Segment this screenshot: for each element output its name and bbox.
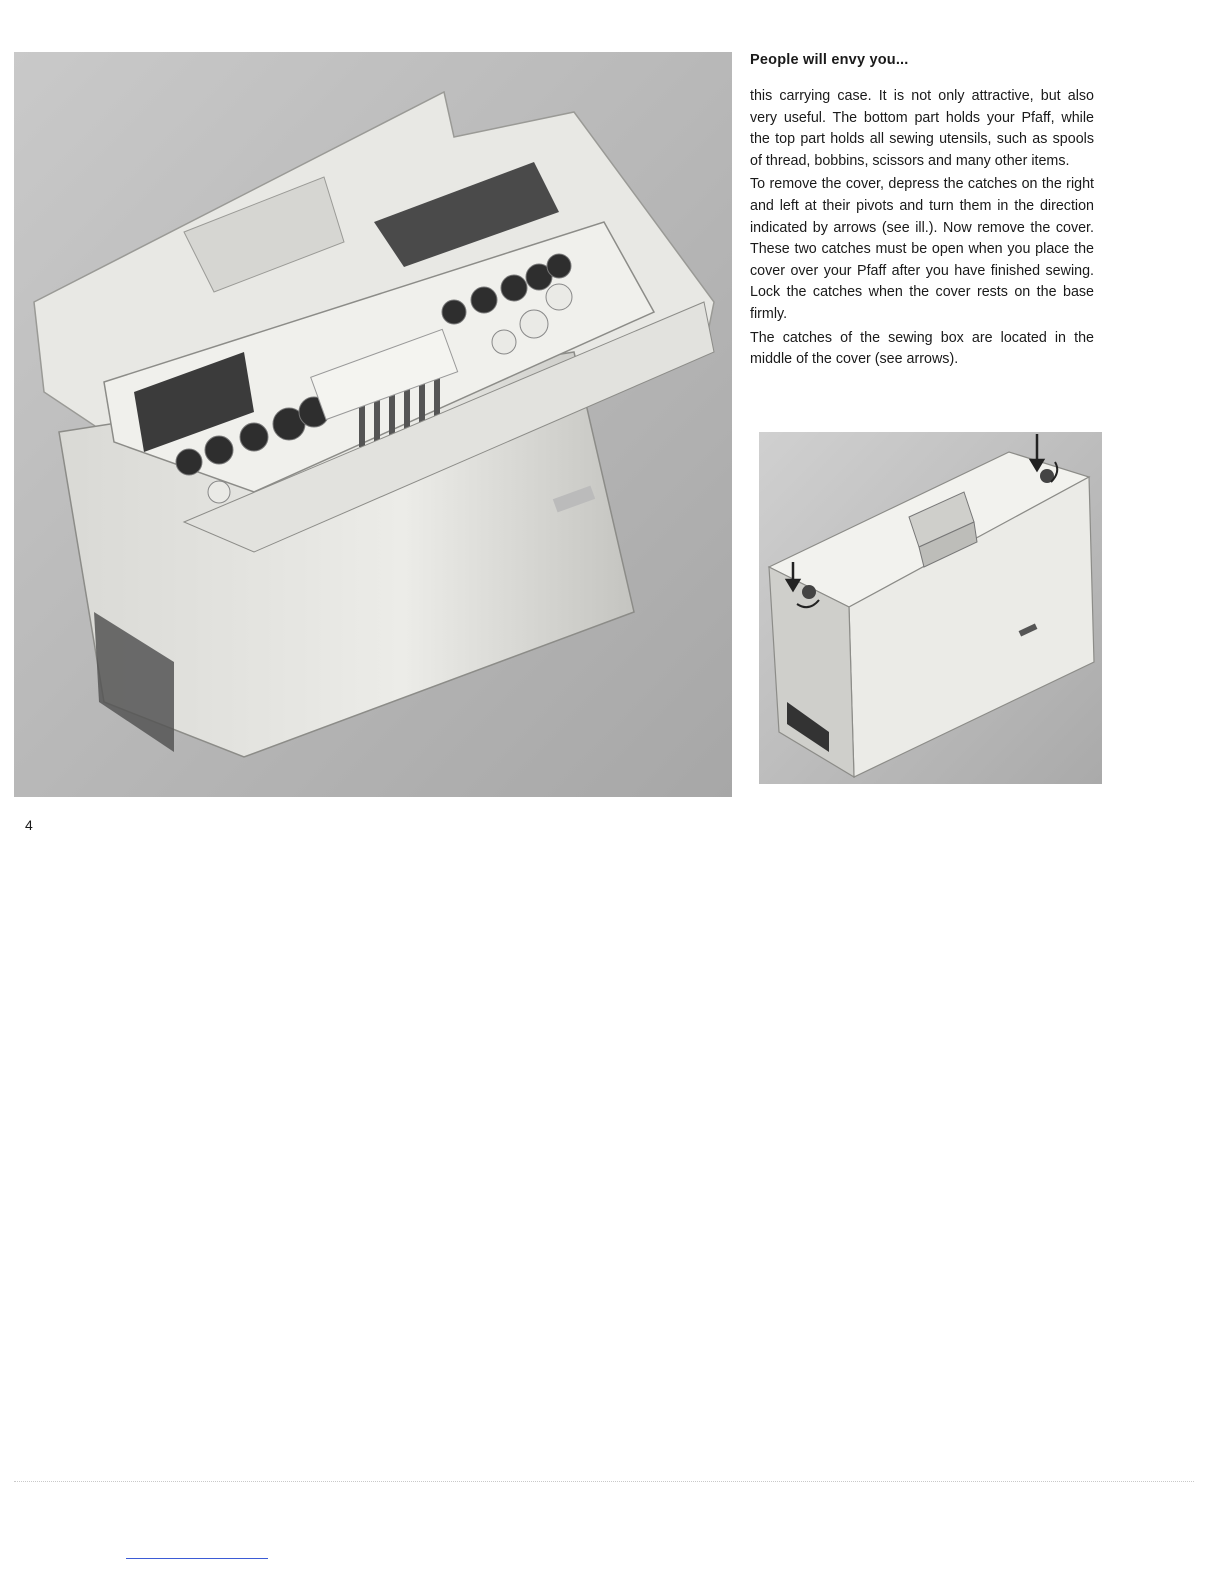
page-number: 4 [25,817,33,833]
paragraph-remove-cover: To remove the cover, depress the catches on the right and left at their pivots and turn them in the direction indicated by arrows (see ill.). Now remove the cover. These two catches must be open when you place the cover over your Pfaff after you have finished sewing. Lock the catches when the cover rests on the base firmly. [750,176,1094,322]
closed-sewing-case-illustration [759,432,1102,784]
footer-link-underline[interactable] [126,1558,268,1559]
body-text [750,86,1094,373]
footer-divider [14,1481,1194,1482]
open-sewing-case-photo [14,52,732,797]
closed-sewing-case-photo [759,432,1102,784]
paragraph-sewing-box-catches: The catches of the sewing box are located in the middle of the cover (see arrows). [750,329,1094,368]
paragraph-intro: this carrying case. It is not only attractive, but also very useful. The bottom part holds your Pfaff, while the top part holds all sewing utensils, such as spools of thread, bobbins, scissors and many other items. [750,88,1094,169]
open-sewing-case-illustration [14,52,732,797]
section-heading: People will envy you... [750,52,909,68]
